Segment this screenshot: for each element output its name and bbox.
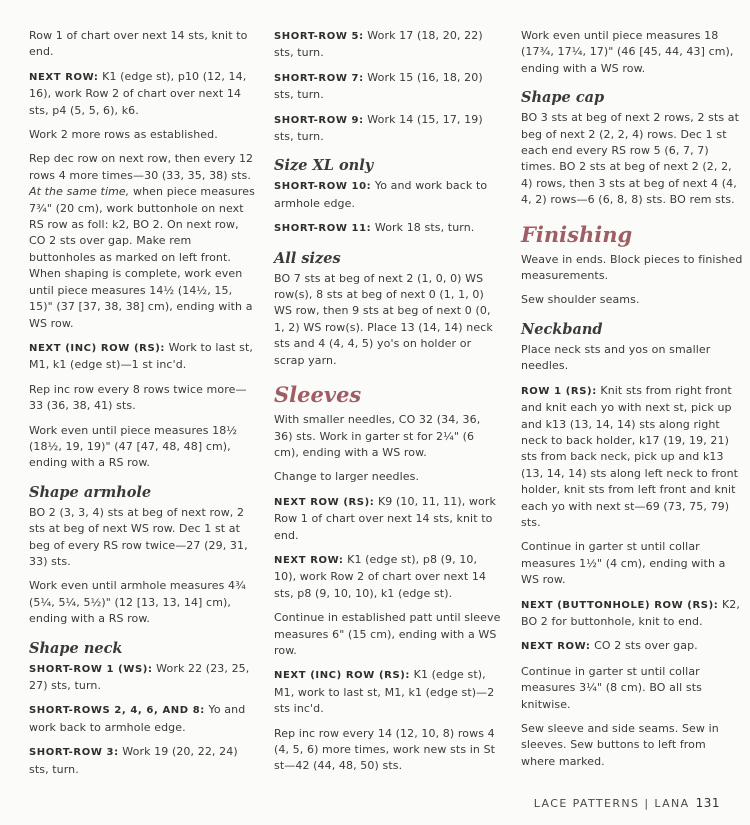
column-2 (274, 28, 502, 783)
paragraph: BO 3 sts at beg of next 2 rows, 2 sts at beg of next 2 (2, 2, 4) rows. Dec 1 st each end every RS row 5 (6, 7, 7) times. BO 2 sts at beg of next 2 (2, 2, 4) rows, then 3 sts at beg of next 4 (4, 4, 2) rows—6 (6, 8, 8) sts. BO rem sts. (521, 111, 740, 207)
paragraph: Rep dec row on next row, then every 12 rows 4 more times—30 (33, 35, 38) sts. At the same time, when piece measures 7¾" (20 cm), work buttonhole on next RS row as foll: k2, BO 2. On next row, CO 2 sts over gap. Make rem buttonholes as marked on left front. When shaping is complete, work even until piece measures 14½ (14½, 15, 15)" (37 [37, 38, 38] cm), ending with a WS row. (29, 152, 255, 330)
instruction: SHORT-ROWS 2, 4, 6, AND 8: Yo and work back to armhole edge. (29, 703, 246, 734)
step-label: SHORT-ROW 9: (274, 114, 364, 126)
step-label: NEXT ROW: (521, 641, 591, 653)
paragraph: With smaller needles, CO 32 (34, 36, 36) sts. Work in garter st for 2¼" (6 cm), ending with a WS row. (274, 413, 481, 459)
running-footer-section: LACE PATTERNS | LANA (533, 797, 690, 810)
paragraph: Change to larger needles. (274, 470, 420, 484)
paragraph: Weave in ends. Block pieces to finished measurements. (521, 252, 743, 283)
step-label: NEXT (INC) ROW (RS): (274, 670, 411, 682)
step-label: ROW 1 (RS): (521, 385, 597, 397)
instruction: NEXT (INC) ROW (RS): K1 (edge st), M1, work to last st, M1, k1 (edge st)—2 sts inc'd. (274, 668, 495, 716)
step-label: SHORT-ROW 1 (WS): (29, 663, 153, 675)
column-1 (29, 28, 257, 786)
paragraph: Sew shoulder seams. (521, 293, 640, 307)
step-label: SHORT-ROW 7: (274, 72, 364, 84)
section-heading-finishing: Finishing (521, 221, 633, 247)
paragraph: Work 2 more rows as established. (29, 128, 218, 142)
instruction: NEXT ROW (RS): K9 (10, 11, 11), work Row 1 of chart over next 14 sts, knit to end. (274, 494, 496, 542)
instruction: SHORT-ROW 5: Work 17 (18, 20, 22) sts, turn. (274, 29, 483, 60)
paragraph: Continue in established patt until sleeve measures 6" (15 cm), ending with a WS row. (274, 611, 501, 657)
paragraph: Place neck sts and yos on smaller needles. (521, 342, 711, 373)
instruction: SHORT-ROW 7: Work 15 (16, 18, 20) sts, turn. (274, 70, 483, 102)
paragraph: Rep inc row every 8 rows twice more—33 (36, 38, 41) sts. (29, 382, 247, 413)
paragraph: Row 1 of chart over next 14 sts, knit to end. (29, 29, 248, 59)
subheading-shape-neck: Shape neck (29, 639, 123, 657)
instruction: NEXT ROW: CO 2 sts over gap. (521, 639, 698, 653)
step-label: NEXT ROW: (274, 554, 344, 566)
step-label: NEXT (INC) ROW (RS): (29, 342, 166, 354)
paragraph: Work even until armhole measures 4¾ (5¼, 5¼, 5½)" (12 [13, 13, 14] cm), ending with a RS row. (29, 579, 246, 626)
page-footer (534, 796, 720, 810)
step-label: NEXT ROW (RS): (274, 496, 375, 508)
column-3 (521, 28, 743, 778)
paragraph: Work even until piece measures 18½ (18½, 19, 19)" (47 [47, 48, 48] cm), ending with a RS row. (29, 423, 238, 470)
paragraph: Rep inc row every 14 (12, 10, 8) rows 4 (4, 5, 6) more times, work new sts in St st—42 (44, 48, 50) sts. (274, 726, 496, 773)
paragraph: BO 2 (3, 3, 4) sts at beg of next row, 2 sts at beg of next WS row. Dec 1 st at beg of every RS row twice—27 (29, 31, 33) sts. (29, 505, 248, 568)
step-label: SHORT-ROWS 2, 4, 6, AND 8: (29, 705, 205, 717)
instruction: SHORT-ROW 3: Work 19 (20, 22, 24) sts, turn. (29, 745, 238, 776)
step-label: SHORT-ROW 5: (274, 31, 364, 42)
page-number: 131 (695, 796, 720, 810)
paragraph: BO 7 sts at beg of next 2 (1, 0, 0) WS row(s), 8 sts at beg of next 0 (1, 1, 0) WS row, then 9 sts at beg of next 0 (0, 1, 2) WS row(s). Place 13 (14, 14) neck sts and 4 (4, 4, 5) yo's on holder or scrap yarn. (274, 271, 493, 367)
instruction: NEXT ROW: K1 (edge st), p8 (9, 10, 10), work Row 2 of chart over next 14 sts, p8 (9, 10, 10), k1 (edge st). (274, 552, 487, 600)
subheading-shape-armhole: Shape armhole (29, 483, 152, 501)
subheading-neckband: Neckband (521, 320, 603, 338)
instruction: NEXT (INC) ROW (RS): Work to last st, M1, k1 (edge st)—1 st inc'd. (29, 340, 253, 372)
subheading-size-xl-only: Size XL only (274, 157, 374, 175)
paragraph: Continue in garter st until collar measures 1½" (4 cm), ending with a WS row. (521, 540, 726, 587)
instruction: SHORT-ROW 1 (WS): Work 22 (23, 25, 27) sts, turn. (29, 661, 250, 692)
subheading-all-sizes: All sizes (274, 249, 341, 267)
instruction: SHORT-ROW 10: Yo and work back to armhole edge. (274, 179, 488, 210)
paragraph: Continue in garter st until collar measures 3¼" (8 cm). BO all sts knitwise. (521, 664, 702, 711)
instruction: ROW 1 (RS): Knit sts from right front and knit each yo with next st, pick up and k13 (13, 14, 14) sts along right neck to back holder, k17 (19, 19, 21) sts from back neck, pick up and k13 (13, 14, 14) sts along left neck to front holder, knit sts from left front and knit each yo with next st—69 (73, 75, 79) sts. (521, 383, 739, 529)
step-label: NEXT (BUTTONHOLE) ROW (RS): (521, 599, 719, 611)
section-heading-sleeves: Sleeves (274, 382, 362, 408)
instruction: SHORT-ROW 9: Work 14 (15, 17, 19) sts, turn. (274, 112, 483, 144)
paragraph: Sew sleeve and side seams. Sew in sleeves. Sew buttons to left from where marked. (521, 722, 719, 768)
step-label: SHORT-ROW 10: (274, 181, 372, 193)
instruction: NEXT (BUTTONHOLE) ROW (RS): K2, BO 2 for buttonhole, knit to end. (521, 597, 740, 628)
step-label: SHORT-ROW 3: (29, 747, 119, 759)
step-label: SHORT-ROW 11: (274, 223, 372, 235)
paragraph: Work even until piece measures 18 (17¾, 17¼, 17)" (46 [45, 44, 43] cm), ending with a WS row. (521, 29, 734, 75)
instruction: SHORT-ROW 11: Work 18 sts, turn. (274, 221, 475, 235)
step-label: NEXT ROW: (29, 71, 99, 83)
instruction: NEXT ROW: K1 (edge st), p10 (12, 14, 16), work Row 2 of chart over next 14 sts, p4 (5, 5, 6), k6. (29, 69, 247, 117)
subheading-shape-cap: Shape cap (521, 89, 605, 107)
